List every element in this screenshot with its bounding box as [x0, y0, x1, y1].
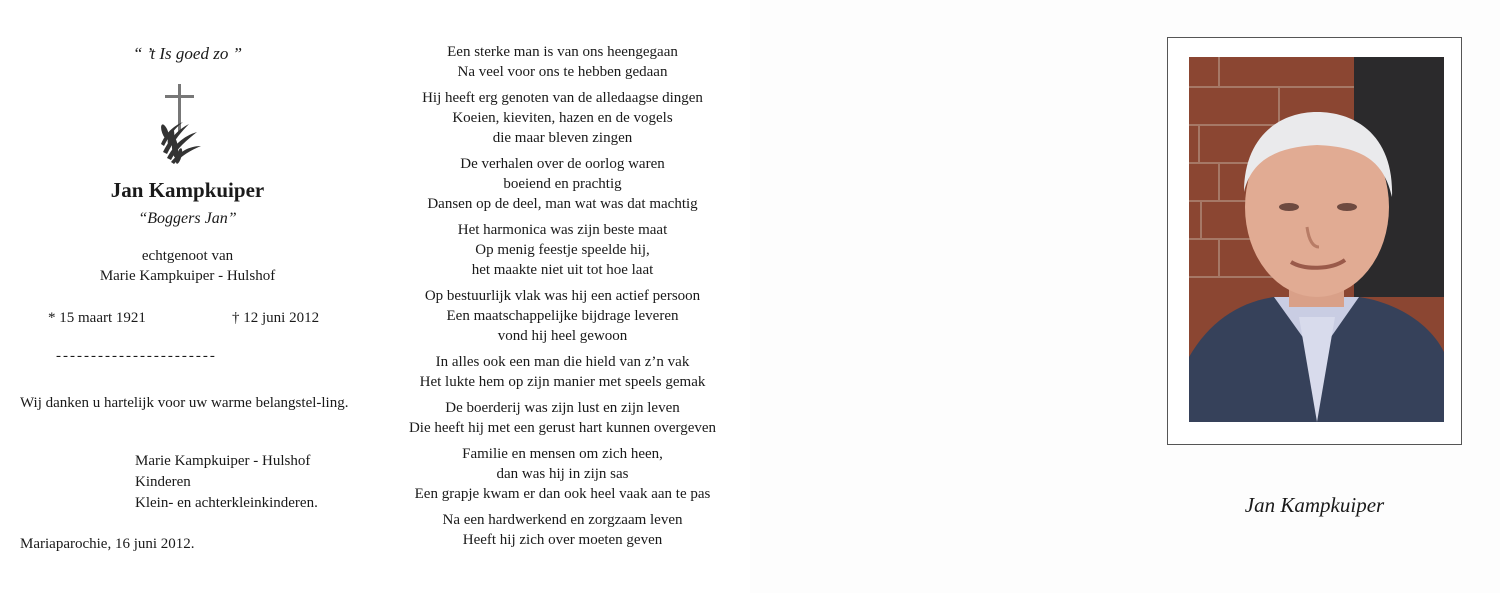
poem-line: boeiend en prachtig: [503, 176, 622, 192]
poem-line: het maakte niet uit tot hoe laat: [471, 262, 654, 278]
poem-line: Het lukte hem op zijn manier met speels gemak: [419, 374, 706, 390]
poem-line: vond hij heel gewoon: [497, 328, 628, 344]
family-signature: [135, 451, 318, 514]
poem-line: Koeien, kieviten, hazen en de vogels: [452, 110, 673, 126]
poem-line: Die heeft hij met een gerust hart kunnen overgeven: [408, 420, 717, 436]
poem-line: dan was hij in zijn sas: [496, 466, 629, 482]
motto: “ ’t Is goed zo ”: [132, 44, 243, 63]
card-poem-panel: [375, 0, 750, 593]
poem-stanza: [375, 352, 750, 392]
poem-line: Familie en mensen om zich heen,: [462, 446, 663, 462]
poem-stanza: [375, 88, 750, 148]
spouse-name: Marie Kampkuiper - Hulshof: [99, 268, 276, 284]
poem-stanza: [375, 286, 750, 346]
poem-line: Een maatschappelijke bijdrage leveren: [446, 308, 679, 324]
poem-line: De verhalen over de oorlog waren: [460, 156, 665, 172]
family-line: Kinderen: [135, 474, 191, 490]
death-date: † 12 juni 2012: [232, 310, 320, 326]
photo-frame: [1167, 37, 1462, 445]
place-date: Mariaparochie, 16 juni 2012.: [20, 536, 195, 552]
poem-stanza: [375, 42, 750, 82]
poem-line: Een grapje kwam er dan ook heel vaak aan te pas: [414, 486, 711, 502]
poem-stanza: [375, 154, 750, 214]
poem-line: Hij heeft erg genoten van de alledaagse dingen: [422, 90, 703, 106]
nickname: “Boggers Jan”: [138, 210, 237, 227]
card-left-panel: [0, 0, 375, 593]
poem-line: Op bestuurlijk vlak was hij een actief persoon: [424, 288, 701, 304]
poem-stanza: [375, 220, 750, 280]
poem-line: Het harmonica was zijn beste maat: [457, 222, 668, 238]
cross-with-wheat-icon: [155, 82, 205, 167]
poem-line: De boerderij was zijn lust en zijn leven: [445, 400, 680, 416]
birth-date: * 15 maart 1921: [48, 310, 146, 326]
poem-line: die maar bleven zingen: [492, 130, 633, 146]
poem-line: Na een hardwerkend en zorgzaam leven: [442, 512, 683, 528]
poem-line: In alles ook een man die hield van z’n vak: [435, 354, 690, 370]
poem-line: Na veel voor ons te hebben gedaan: [457, 64, 668, 80]
family-line: Marie Kampkuiper - Hulshof: [135, 453, 311, 469]
separator-line: -----------------------: [56, 348, 217, 364]
thanks-text: Wij danken u hartelijk voor uw warme belangstel-ling.: [20, 395, 349, 411]
portrait-photo: [1189, 57, 1444, 422]
poem-line: Heeft hij zich over moeten geven: [462, 532, 663, 548]
poem: [375, 42, 750, 556]
portrait-illustration: [1189, 57, 1444, 422]
poem-line: Op menig feestje speelde hij,: [475, 242, 650, 258]
card-photo-panel: [750, 0, 1500, 593]
poem-line: Dansen op de deel, man wat was dat machtig: [427, 196, 698, 212]
photo-caption: Jan Kampkuiper: [1244, 493, 1385, 517]
family-line: Klein- en achterkleinkinderen.: [135, 495, 318, 511]
poem-line: Een sterke man is van ons heengegaan: [447, 44, 678, 60]
poem-stanza: [375, 444, 750, 504]
poem-stanza: [375, 398, 750, 438]
poem-stanza: [375, 510, 750, 550]
spouse-label: echtgenoot van: [141, 248, 234, 264]
deceased-name: Jan Kampkuiper: [110, 178, 265, 202]
